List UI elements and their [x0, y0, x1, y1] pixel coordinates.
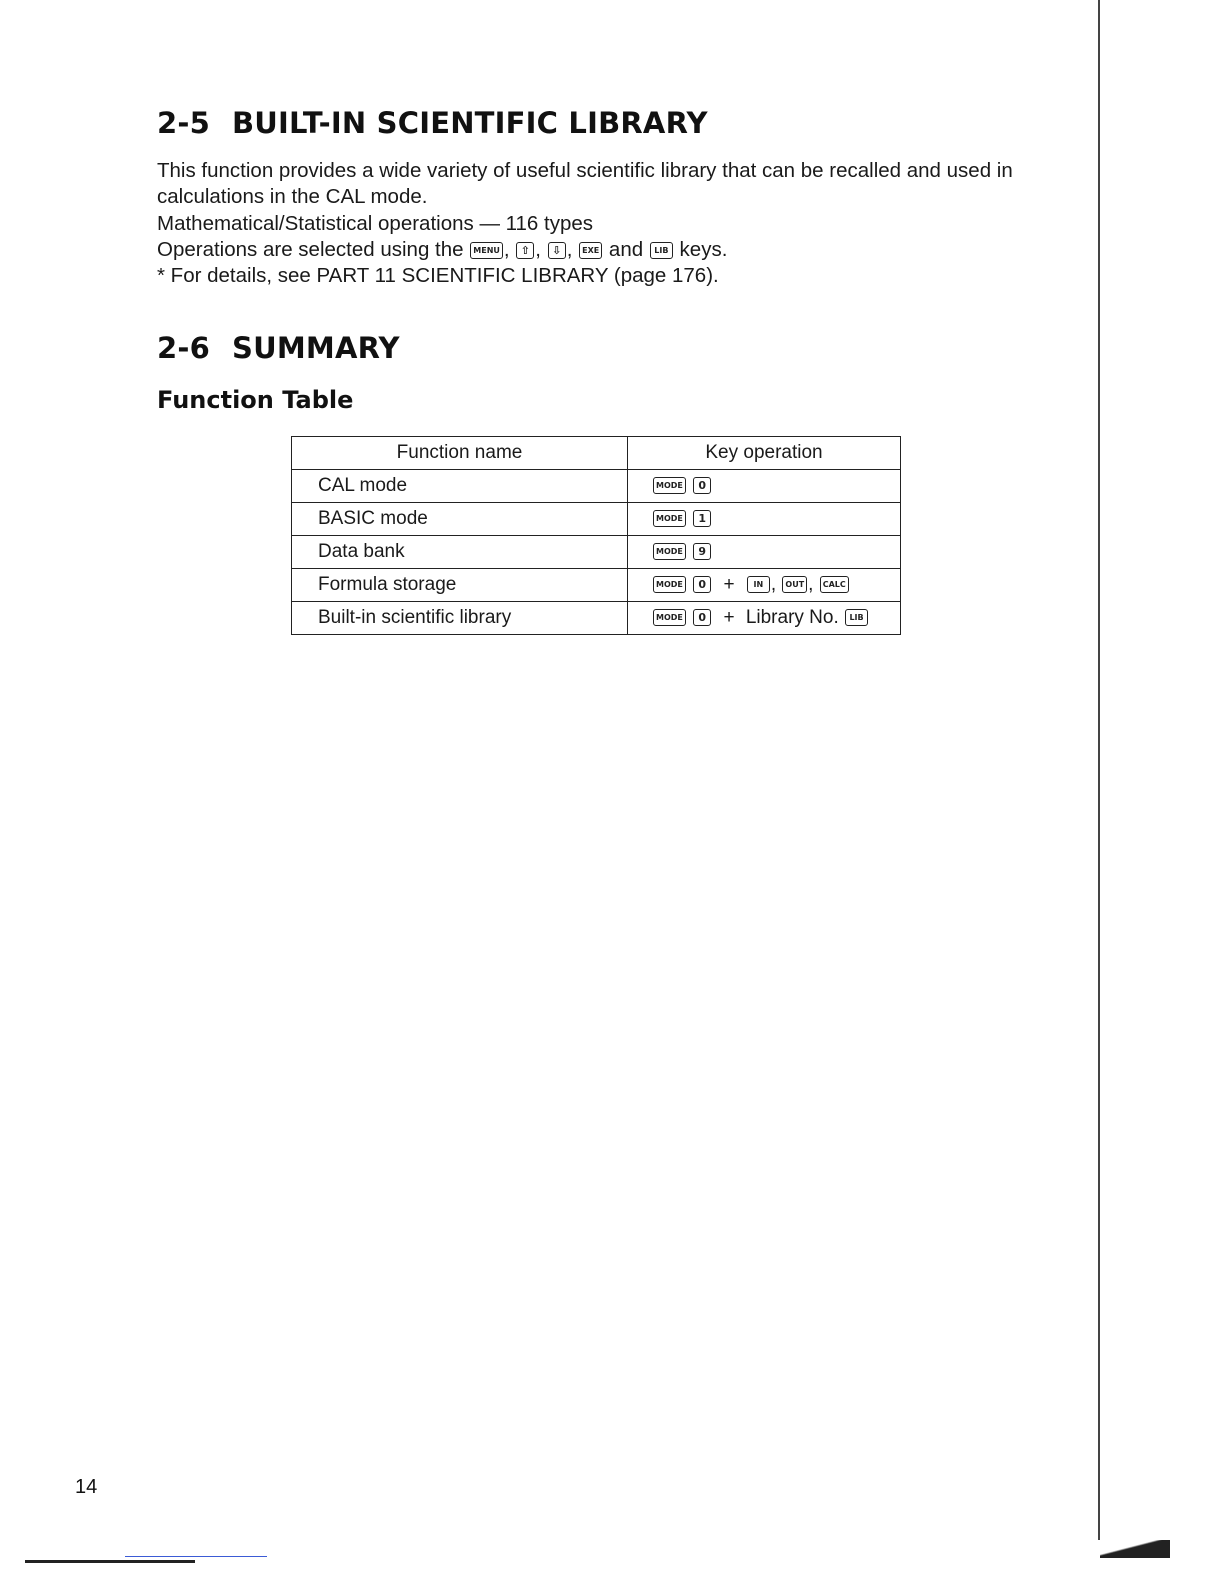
- digit-key-icon: 9: [693, 543, 711, 560]
- digit-key-icon: 0: [693, 477, 711, 494]
- column-header-key-operation: Key operation: [628, 437, 901, 470]
- page-edge-foot: [1100, 1540, 1170, 1558]
- table-row: [292, 503, 901, 536]
- function-name-cell: BASIC mode: [292, 503, 628, 536]
- calc-key-icon: CALC: [820, 576, 849, 593]
- key-selection-suffix: keys.: [679, 238, 728, 261]
- section-heading-2-6: [157, 331, 400, 365]
- mode-key-icon: MODE: [653, 477, 686, 494]
- function-name-cell: CAL mode: [292, 470, 628, 503]
- up-arrow-key-icon: ⇧: [516, 242, 534, 259]
- paragraph-details-note: * For details, see PART 11 SCIENTIFIC LIBRARY (page 176).: [157, 264, 719, 287]
- separator: ,: [770, 574, 777, 595]
- plus-sign: +: [723, 574, 735, 595]
- paragraph-operations-count: Mathematical/Statistical operations — 116 types: [157, 212, 594, 235]
- in-key-icon: IN: [747, 576, 770, 593]
- mode-key-icon: MODE: [653, 576, 686, 593]
- function-table: [291, 436, 901, 635]
- lib-key-icon: LIB: [845, 609, 868, 626]
- key-operation-cell: [628, 536, 901, 569]
- mode-key-icon: MODE: [653, 543, 686, 560]
- mode-key-icon: MODE: [653, 510, 686, 527]
- key-operation-cell: [628, 602, 901, 635]
- section-title: BUILT-IN SCIENTIFIC LIBRARY: [232, 106, 708, 140]
- down-arrow-key-icon: ⇩: [548, 242, 566, 259]
- page-edge-line: [1098, 0, 1100, 1540]
- library-number-text: Library No.: [745, 607, 839, 628]
- page-number: 14: [75, 1476, 98, 1498]
- menu-key-icon: MENU: [470, 242, 503, 259]
- lib-key-icon: LIB: [650, 242, 673, 259]
- exe-key-icon: EXE: [579, 242, 602, 259]
- table-row: [292, 602, 901, 635]
- key-operation-cell: [628, 503, 901, 536]
- table-row: [292, 536, 901, 569]
- digit-key-icon: 0: [693, 576, 711, 593]
- key-operation-cell: [628, 470, 901, 503]
- key-selection-prefix: Operations are selected using the: [157, 238, 464, 261]
- section-title: SUMMARY: [232, 331, 400, 365]
- digit-key-icon: 1: [693, 510, 711, 527]
- digit-key-icon: 0: [693, 609, 711, 626]
- function-name-cell: Formula storage: [292, 569, 628, 602]
- paragraph-key-selection: Operations are selected using the MENU , ⇧ , ⇩ , EXE and LIB keys.: [157, 238, 728, 261]
- function-name-cell: Built-in scientific library: [292, 602, 628, 635]
- table-header-row: [292, 437, 901, 470]
- table-row: [292, 470, 901, 503]
- table-row: [292, 569, 901, 602]
- section-heading-2-5: [157, 106, 708, 140]
- column-header-function-name: Function name: [292, 437, 628, 470]
- paragraph-intro: This function provides a wide variety of useful scientific library that can be recalled and used in calculations in the CAL mode.: [157, 159, 1013, 208]
- section-number: 2-6: [157, 331, 210, 365]
- bottom-rule: [25, 1560, 195, 1563]
- function-table-heading: Function Table: [157, 386, 354, 414]
- function-name-cell: Data bank: [292, 536, 628, 569]
- section-number: 2-5: [157, 106, 210, 140]
- plus-sign: +: [723, 607, 735, 628]
- bottom-rule-accent: [125, 1556, 267, 1557]
- out-key-icon: OUT: [782, 576, 807, 593]
- mode-key-icon: MODE: [653, 609, 686, 626]
- key-selection-and: and: [608, 238, 644, 261]
- separator: ,: [808, 574, 814, 595]
- key-operation-cell: [628, 569, 901, 602]
